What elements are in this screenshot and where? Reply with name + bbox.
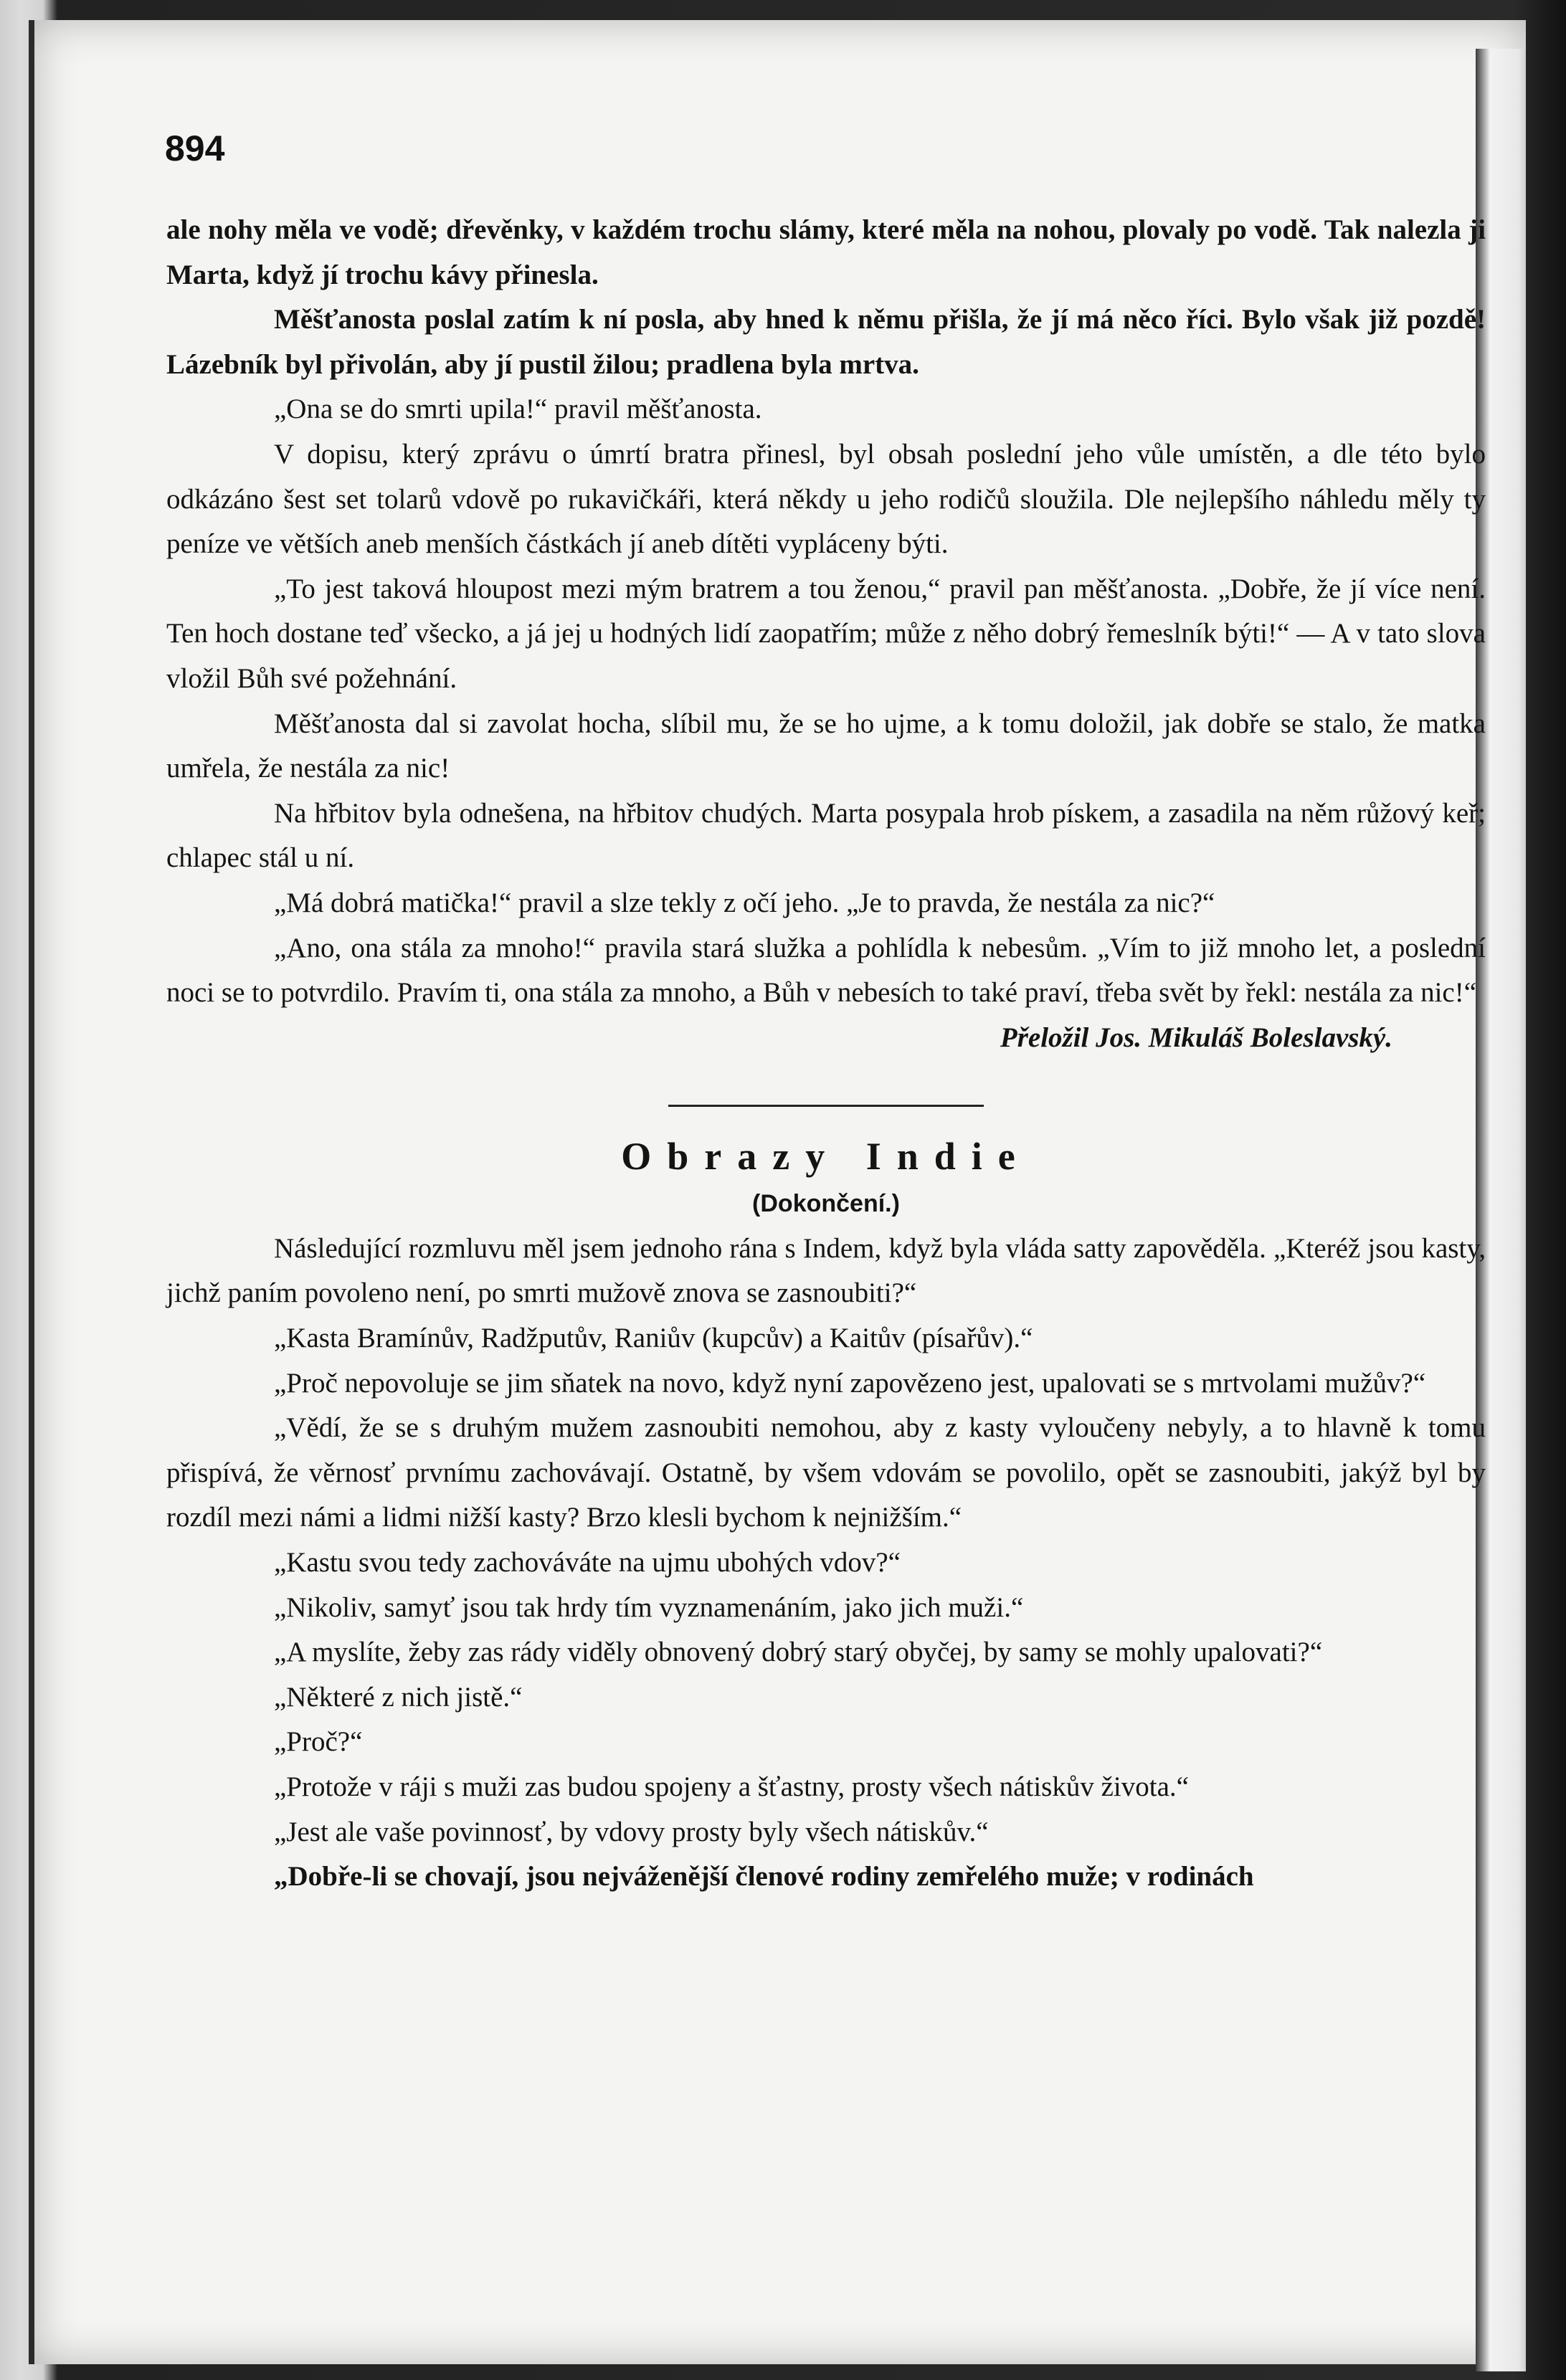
article-paragraph: „A myslíte, žeby zas rády viděly obnovený dobrý starý obyčej, by samy se mohly upalovati?“ (274, 1637, 1323, 1668)
article-subtitle: (Dokončení.) (752, 1190, 900, 1218)
article-paragraph: „Nikoliv, samyť jsou tak hrdy tím vyznamenáním, jako jich muži.“ (274, 1591, 1024, 1623)
story-paragraph: „Ona se do smrti upila!“ pravil měšťanosta. (274, 394, 762, 425)
story-paragraph: „Ano, ona stála za mnoho!“ pravila stará služka a pohlídla k nebesům. „Vím to již mnoho let, a poslední noci se to potvrdilo. Pravím ti, ona stála za mnoho, a Bůh v nebesích to také praví, třeba svět by řekl: nestála za nic!“ (166, 932, 1486, 1009)
article-paragraph: Následující rozmluvu měl jsem jednoho rána s Indem, když byla vláda satty zapověděla. „Kteréž jsou kasty, jichž paním povoleno není, po smrti mužově znova se zasnoubiti?“ (166, 1232, 1486, 1309)
section-divider (668, 1105, 984, 1107)
article-paragraph: „Dobře-li se chovají, jsou nejváženější členové rodiny zemřelého muže; v rodinách (274, 1861, 1254, 1893)
translator-credit: Přeložil Jos. Mikuláš Boleslavský. (1000, 1022, 1392, 1053)
story-paragraph: „To jest taková hloupost mezi mým bratrem a tou ženou,“ pravil pan měšťanosta. „Dobře, že jí více není. Ten hoch dostane teď všecko, a já jej u hodných lidí zaopatřím; může z něho dobrý řemeslník býti!“ — A v tato slova vložil Bůh své požehnání. (166, 573, 1486, 694)
story-paragraph: V dopisu, který zprávu o úmrtí bratra přinesl, byl obsah poslední jeho vůle umístěn, a dle této bylo odkázáno šest set tolarů vdově po rukavičkáři, která někdy u jeho rodičů sloužila. Dle nejlepšího náhledu měly ty peníze ve větších aneb menších částkách jí aneb dítěti vypláceny býti. (166, 438, 1486, 560)
article-paragraph: „Vědí, že se s druhým mužem zasnoubiti nemohou, aby z kasty vyloučeny nebyly, a to hlavně k tomu přispívá, že věrnosť prvnímu zachovávají. Ostatně, by všem vdovám se povolilo, opět se zasnoubiti, jakýž byl by rozdíl mezi námi a lidmi nižší kasty? Brzo klesli bychom k nejnižším.“ (166, 1412, 1486, 1533)
page-body (166, 208, 1486, 1900)
story-paragraph: Na hřbitov byla odnešena, na hřbitov chudých. Marta posypala hrob pískem, a zasadila na něm růžový keř; chlapec stál u ní. (166, 797, 1486, 874)
article-paragraph: „Proč?“ (274, 1726, 363, 1758)
article-paragraph: „Protože v ráji s muži zas budou spojeny a šťastny, prosty všech nátiskův života.“ (274, 1771, 1189, 1802)
story-paragraph: Měšťanosta poslal zatím k ní posla, aby hned k němu přišla, že jí má něco říci. Bylo však již pozdě! Lázebník byl přivolán, aby jí pustil žilou; pradlena byla mrtva. (166, 304, 1486, 380)
article-paragraph: „Proč nepovoluje se jim sňatek na novo, když nyní zapovězeno jest, upalovati se s mrtvolami mužův?“ (274, 1367, 1426, 1399)
article-paragraph: „Některé z nich jistě.“ (274, 1681, 523, 1713)
article-title: Obrazy Indie (621, 1135, 1031, 1179)
story-paragraph: ale nohy měla ve vodě; dřevěnky, v každém trochu slámy, které měla na nohou, plovaly po vodě. Tak nalezla ji Marta, když jí trochu kávy přinesla. (166, 214, 1486, 290)
story-paragraph: „Má dobrá matička!“ pravil a slze tekly z očí jeho. „Je to pravda, že nestála za nic?“ (274, 887, 1215, 918)
story-paragraph: Měšťanosta dal si zavolat hocha, slíbil mu, že se ho ujme, a k tomu doložil, jak dobře se stalo, že matka umřela, že nestála za nic! (166, 708, 1486, 784)
article-paragraph: „Jest ale vaše povinnosť, by vdovy prosty byly všech nátiskův.“ (274, 1816, 989, 1847)
article-paragraph: „Kasta Bramínův, Radžputův, Raniův (kupcův) a Kaitův (písařův).“ (274, 1323, 1033, 1354)
article-paragraph: „Kastu svou tedy zachováváte na ujmu ubohých vdov?“ (274, 1547, 901, 1579)
page-number: 894 (165, 128, 225, 168)
